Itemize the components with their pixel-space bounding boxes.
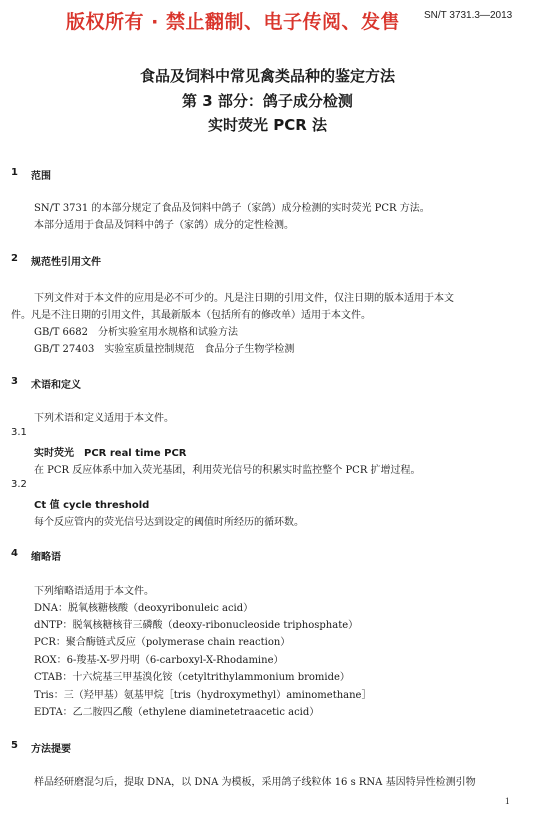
reference-gb-t-27403: GB/T 27403 实验室质量控制规范 食品分子生物学检测 — [34, 344, 295, 355]
term-3-2-definition: 每个反应管内的荧光信号达到设定的阈值时所经历的循环数。 — [34, 517, 304, 528]
reference-gb-t-6682: GB/T 6682 分析实验室用水规格和试验方法 — [34, 327, 239, 338]
abbreviation-item: EDTA：乙二胺四乙酸（ethylene diaminetetraacetic acid） — [34, 707, 320, 718]
document-method-title: 实时荧光 PCR 法 — [208, 116, 327, 134]
references-paragraph-line-2: 件。凡是不注日期的引用文件，其最新版本（包括所有的修改单）适用于本文件。 — [11, 310, 371, 321]
section-2-number: 2 — [11, 253, 18, 264]
abbreviation-item: PCR：聚合酶链式反应（polymerase chain reaction） — [34, 637, 291, 648]
section-1-title: 范围 — [31, 171, 51, 182]
term-3-1-title: 实时荧光 PCR real time PCR — [34, 448, 187, 459]
scope-paragraph-1: SN/T 3731 的本部分规定了食品及饲料中鸽子（家鸽）成分检测的实时荧光 PCR 方法。 — [34, 203, 430, 214]
standard-code: SN/T 3731.3—2013 — [424, 10, 513, 21]
method-summary-paragraph: 样品经研磨混匀后，提取 DNA，以 DNA 为模板，采用鸽子线粒体 16 s RNA 基因特异性检测引物 — [34, 777, 476, 788]
section-5-number: 5 — [11, 740, 18, 751]
scope-paragraph-2: 本部分适用于食品及饲料中鸽子（家鸽）成分的定性检测。 — [34, 220, 294, 231]
section-2-title: 规范性引用文件 — [31, 257, 101, 268]
section-3-title: 术语和定义 — [31, 380, 81, 391]
term-3-2-number: 3.2 — [11, 479, 27, 490]
copyright-watermark: 版权所有 · 禁止翻制、电子传阅、发售 — [66, 11, 400, 33]
section-4-title: 缩略语 — [31, 552, 61, 563]
abbreviation-item: Tris：三（羟甲基）氨基甲烷［tris（hydroxymethyl）aminomethane］ — [34, 690, 372, 701]
term-3-1-number: 3.1 — [11, 427, 27, 438]
references-paragraph-line-1: 下列文件对于本文件的应用是必不可少的。凡是注日期的引用文件，仅注日期的版本适用于本文 — [34, 293, 454, 304]
document-title: 食品及饲料中常见禽类品种的鉴定方法 — [139, 67, 395, 85]
section-4-number: 4 — [11, 548, 18, 559]
section-1-number: 1 — [11, 167, 18, 178]
abbreviations-intro: 下列缩略语适用于本文件。 — [34, 586, 154, 597]
abbreviation-item: CTAB：十六烷基三甲基溴化铵（cetyltrithylammonium bromide） — [34, 672, 350, 683]
document-part-title: 第 3 部分：鸽子成分检测 — [182, 92, 353, 110]
term-3-1-definition: 在 PCR 反应体系中加入荧光基团，利用荧光信号的积累实时监控整个 PCR 扩增过程。 — [34, 465, 421, 476]
abbreviation-item: dNTP：脱氧核糖核苷三磷酸（deoxy-ribonucleoside triphosphate） — [34, 620, 359, 631]
abbreviation-item: DNA：脱氧核糖核酸（deoxyribonuleic acid） — [34, 603, 254, 614]
section-5-title: 方法提要 — [31, 744, 71, 755]
term-3-2-title: Ct 值 cycle threshold — [34, 500, 150, 511]
page-number: 1 — [505, 796, 510, 806]
section-3-number: 3 — [11, 376, 18, 387]
terms-intro: 下列术语和定义适用于本文件。 — [34, 413, 174, 424]
abbreviation-item: ROX：6-羧基-X-罗丹明（6-carboxyl-X-Rhodamine） — [34, 655, 284, 666]
